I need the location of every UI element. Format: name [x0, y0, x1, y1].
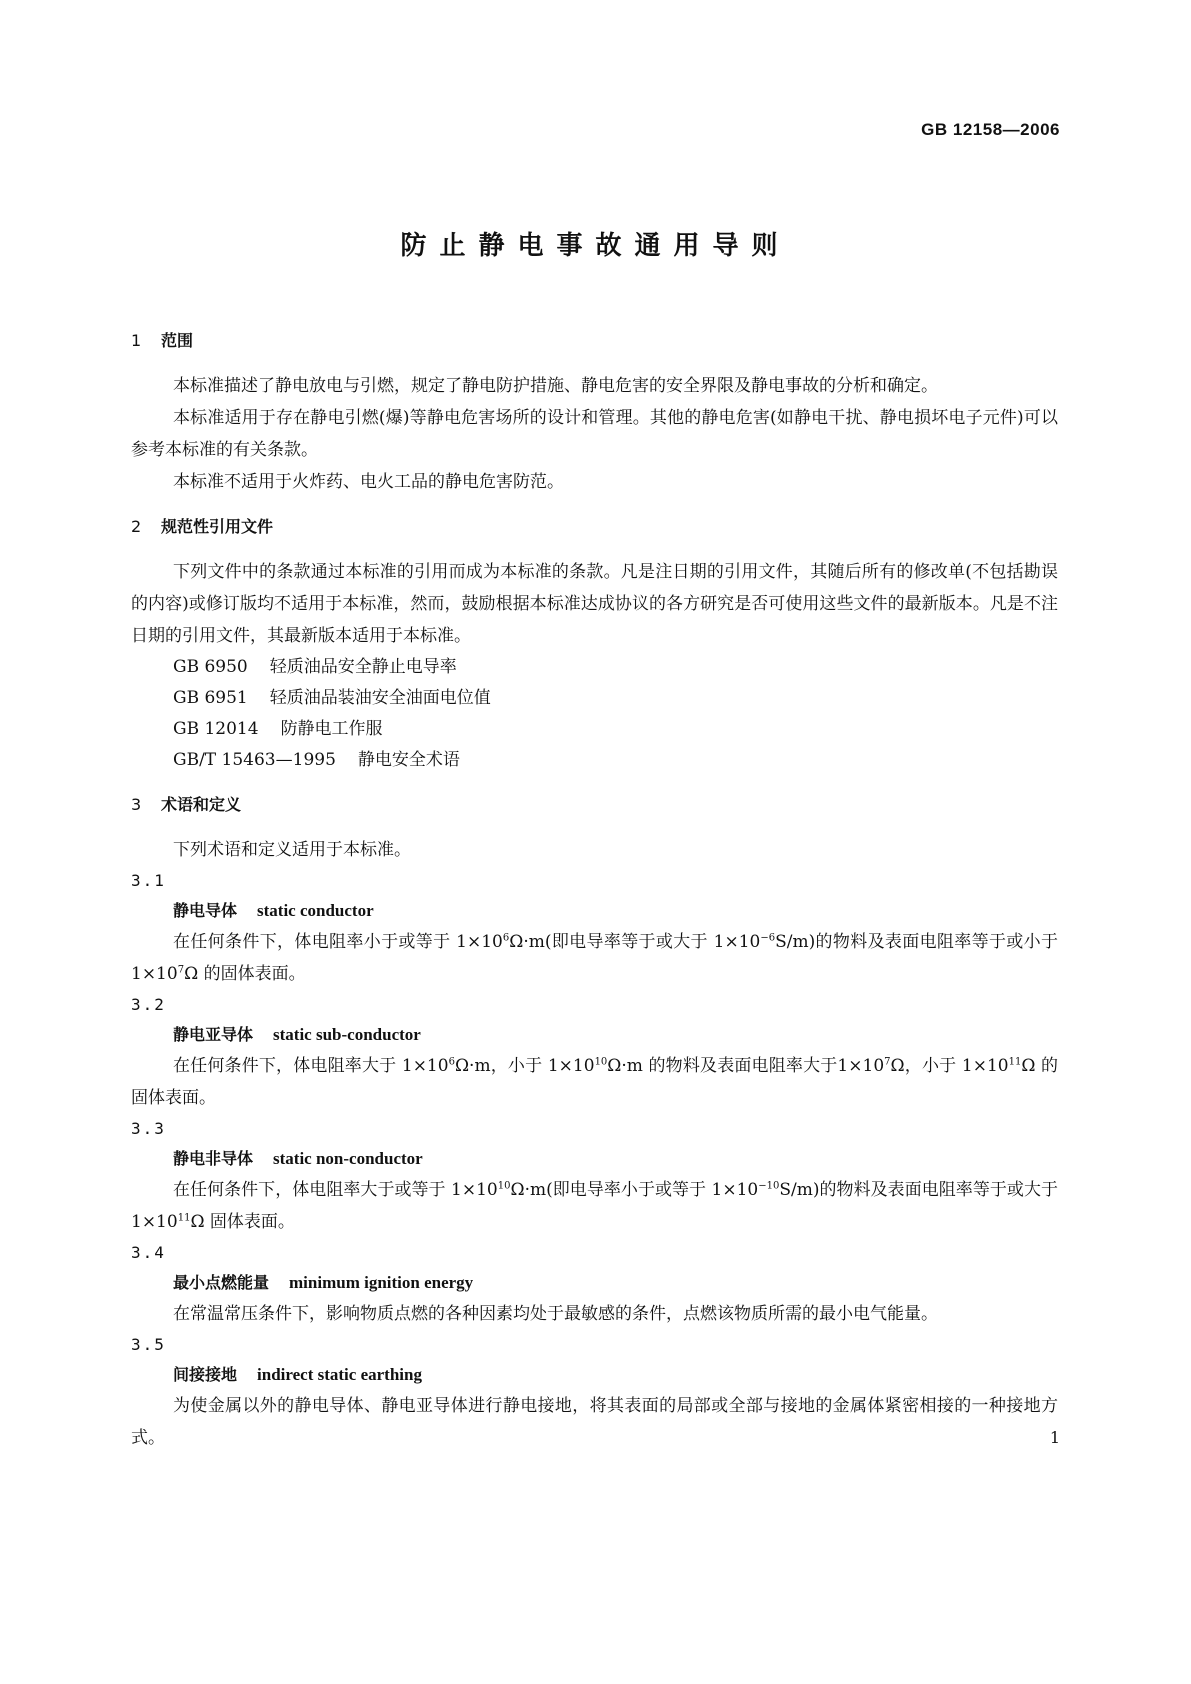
- reference-item: [131, 745, 1058, 776]
- section-title: 规范性引用文件: [161, 517, 274, 536]
- document-body: [131, 320, 1058, 1454]
- section-3-heading: [131, 790, 1058, 820]
- term-number: 3.4: [131, 1243, 166, 1262]
- term-en: static conductor: [257, 901, 374, 920]
- def-text: S/m)的物料及表面电阻率等于或小于 1×10: [131, 932, 1058, 984]
- def-text: Ω 的固体表面。: [131, 1056, 1059, 1108]
- def-text: Ω·m(即电导率小于或等于 1×10: [510, 1180, 759, 1200]
- def-exponent: −6: [760, 932, 776, 944]
- section-1-body: [131, 370, 1058, 498]
- reference-item: [131, 652, 1058, 683]
- reference-code: GB 6951: [173, 688, 248, 708]
- term-zh: 静电非导体: [173, 1149, 254, 1168]
- term-definition: [131, 1050, 1058, 1114]
- def-text: Ω 固体表面。: [190, 1212, 295, 1232]
- def-text: Ω·m，小于 1×10: [454, 1056, 595, 1076]
- def-text: 在任何条件下，体电阻率小于或等于 1×10: [173, 932, 503, 952]
- term-zh: 静电导体: [173, 901, 238, 920]
- term-en: minimum ignition energy: [289, 1273, 474, 1292]
- paragraph: 下列文件中的条款通过本标准的引用而成为本标准的条款。凡是注日期的引用文件，其随后所有的修改单(不包括勘误的内容)或修订版均不适用于本标准，然而，鼓励根据本标准达成协议的各方研究是否可使用这些文件的最新版本。凡是不注日期的引用文件，其最新版本适用于本标准。: [131, 562, 1058, 646]
- term-number: 3.5: [131, 1335, 166, 1354]
- term-definition: [131, 926, 1058, 990]
- term-number: 3.1: [131, 871, 166, 890]
- section-3-body: [131, 834, 1058, 1454]
- term-definition: 为使金属以外的静电导体、静电亚导体进行静电接地，将其表面的局部或全部与接地的金属体紧密相接的一种接地方式。: [131, 1396, 1058, 1448]
- reference-item: [131, 683, 1058, 714]
- section-1-heading: [131, 326, 1058, 356]
- term-definition: [131, 1174, 1058, 1238]
- section-2-heading: [131, 512, 1058, 542]
- def-exponent: 11: [1008, 1056, 1022, 1068]
- term-zh: 静电亚导体: [173, 1025, 254, 1044]
- def-text: Ω·m(即电导率等于或大于 1×10: [509, 932, 761, 952]
- def-text: 在任何条件下，体电阻率大于 1×10: [173, 1056, 449, 1076]
- def-exponent: 7: [177, 964, 185, 976]
- def-exponent: 6: [502, 932, 510, 944]
- def-exponent: 10: [497, 1180, 511, 1192]
- paragraph: 下列术语和定义适用于本标准。: [173, 840, 411, 860]
- def-exponent: 10: [594, 1056, 608, 1068]
- def-exponent: 6: [448, 1056, 455, 1068]
- paragraph: 本标准适用于存在静电引燃(爆)等静电危害场所的设计和管理。其他的静电危害(如静电干扰、静电损坏电子元件)可以参考本标准的有关条款。: [131, 408, 1058, 460]
- term-definition: 在常温常压条件下，影响物质点燃的各种因素均处于最敏感的条件，点燃该物质所需的最小电气能量。: [173, 1304, 938, 1324]
- reference-title: 静电安全术语: [357, 750, 460, 770]
- term-name: [131, 1144, 1058, 1174]
- term-en: indirect static earthing: [257, 1365, 422, 1384]
- reference-code: GB 12014: [173, 719, 259, 739]
- section-title: 术语和定义: [161, 795, 242, 814]
- document-title: 防止静电事故通用导则: [400, 231, 791, 261]
- reference-title: 防静电工作服: [280, 719, 383, 739]
- def-text: 在任何条件下，体电阻率大于或等于 1×10: [173, 1180, 498, 1200]
- term-zh: 间接接地: [173, 1365, 238, 1384]
- section-number: 1: [131, 331, 142, 350]
- section-2-body: [131, 556, 1058, 776]
- section-number: 2: [131, 517, 142, 536]
- def-text: Ω·m 的物料及表面电阻率大于1×10: [607, 1056, 885, 1076]
- standard-code: GB 12158—2006: [921, 120, 1060, 139]
- def-exponent: 11: [177, 1212, 191, 1224]
- term-en: static non-conductor: [273, 1149, 423, 1168]
- def-text: S/m)的物料及表面电阻率等于或大于 1×10: [131, 1180, 1058, 1232]
- reference-code: GB 6950: [173, 657, 248, 677]
- reference-title: 轻质油品安全静止电导率: [269, 657, 457, 677]
- paragraph: 本标准不适用于火炸药、电火工品的静电危害防范。: [173, 472, 564, 492]
- section-number: 3: [131, 795, 142, 814]
- def-text: Ω 的固体表面。: [184, 964, 306, 984]
- term-name: [131, 1360, 1058, 1390]
- reference-code: GB/T 15463—1995: [173, 750, 336, 770]
- term-name: [131, 1268, 1058, 1298]
- def-exponent: −10: [758, 1180, 780, 1192]
- paragraph: 本标准描述了静电放电与引燃，规定了静电防护措施、静电危害的安全界限及静电事故的分析和确定。: [173, 376, 938, 396]
- term-number: 3.3: [131, 1119, 166, 1138]
- page-number: 1: [1049, 1428, 1060, 1447]
- term-name: [131, 896, 1058, 926]
- term-en: static sub-conductor: [273, 1025, 421, 1044]
- def-text: Ω，小于 1×10: [890, 1056, 1009, 1076]
- def-exponent: 7: [884, 1056, 891, 1068]
- term-name: [131, 1020, 1058, 1050]
- reference-item: [131, 714, 1058, 745]
- term-number: 3.2: [131, 995, 166, 1014]
- term-zh: 最小点燃能量: [173, 1273, 270, 1292]
- reference-title: 轻质油品装油安全油面电位值: [269, 688, 491, 708]
- section-title: 范围: [161, 331, 194, 350]
